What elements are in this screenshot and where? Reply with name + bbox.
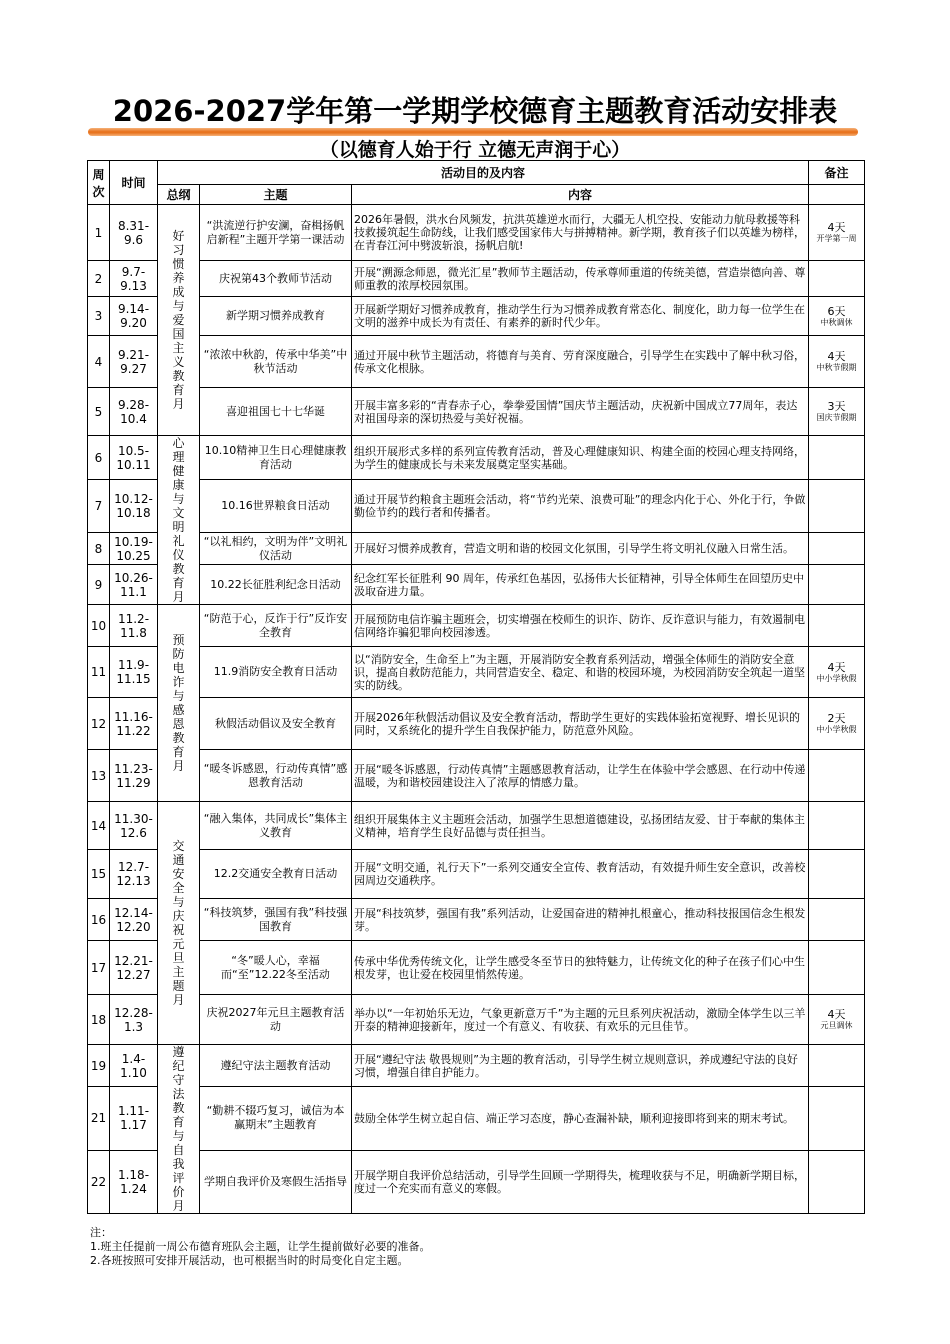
header-time: 时间: [110, 161, 158, 205]
category-cell: [158, 205, 200, 436]
time-cell: 11.30-12.6: [110, 802, 158, 850]
remark-cell: [809, 436, 865, 480]
week-cell: 1: [88, 205, 110, 261]
theme-cell: 庆祝第43个教师节活动: [200, 261, 352, 297]
table-row: [88, 436, 865, 480]
remark-reason: 国庆节假期: [816, 413, 857, 422]
header-category: 总纲: [158, 185, 200, 205]
remark-cell: [809, 941, 865, 995]
time-cell: 11.2-11.8: [110, 605, 158, 647]
time-cell: 9.7-9.13: [110, 261, 158, 297]
content-cell: 传承中华优秀传统文化，让学生感受冬至节日的独特魅力，让传统文化的种子在孩子们心中生根发芽，也让爱在校园里悄然传递。: [352, 941, 809, 995]
remark-cell: [809, 297, 865, 336]
table-row: [88, 336, 865, 388]
footnote-label: 注：: [90, 1226, 112, 1239]
remark-reason: 中秋调休: [820, 317, 853, 327]
remark-days: 6天: [827, 304, 846, 318]
content-cell: 开展好习惯养成教育，营造文明和谐的校园文化氛围，引导学生将文明礼仪融入日常生活。: [352, 533, 809, 565]
week-cell: 8: [88, 533, 110, 565]
remark-cell: [809, 480, 865, 533]
week-cell: 5: [88, 388, 110, 436]
schedule-table: [87, 160, 865, 1214]
remark-days: 3天: [827, 400, 846, 413]
time-cell: 12.14-12.20: [110, 899, 158, 941]
theme-cell: “浓浓中秋韵，传承中华美”中秋节活动: [200, 336, 352, 388]
theme-cell: “以礼相约，文明为伴”文明礼仪活动: [200, 533, 352, 565]
category-label: 好习惯养成与爱国主义教育月: [172, 229, 185, 411]
week-cell: 2: [88, 261, 110, 297]
content-cell: 举办以“一年初始乐无边，气象更新意万千”为主题的元旦系列庆祝活动，激励全体学生以三羊开泰的精神迎接新年，度过一个有意义、有收获、有欢乐的元旦佳节。: [352, 995, 809, 1045]
week-cell: 9: [88, 565, 110, 605]
table-row: [88, 1045, 865, 1087]
remark-cell: [809, 995, 865, 1045]
week-cell: 10: [88, 605, 110, 647]
content-cell: 通过开展中秋节主题活动，将德育与美育、劳育深度融合，引导学生在实践中了解中秋习俗，传承文化根脉。: [352, 336, 809, 388]
week-cell: 15: [88, 850, 110, 899]
page-subtitle: （以德育人始于行 立德无声润于心）: [319, 139, 631, 161]
category-cell: [158, 605, 200, 802]
category-cell: [158, 436, 200, 605]
remark-cell: [809, 698, 865, 750]
table-row: [88, 941, 865, 995]
table-row: [88, 899, 865, 941]
time-cell: 9.14-9.20: [110, 297, 158, 336]
week-cell: 16: [88, 899, 110, 941]
theme-cell: “暖冬诉感恩，行动传真情”感恩教育活动: [200, 750, 352, 802]
theme-cell: “科技筑梦，强国有我”科技强国教育: [200, 899, 352, 941]
content-cell: 开展“溯源念师恩，微光汇星”教师节主题活动，传承尊师重道的传统美德，营造崇德向善、尊师重教的浓厚校园氛围。: [352, 261, 809, 297]
remark-cell: [809, 261, 865, 297]
week-cell: 17: [88, 941, 110, 995]
remark-reason: 中小学秋假: [816, 725, 857, 734]
content-cell: 开展“文明交通，礼行天下”一系列交通安全宣传、教育活动，有效提升师生安全意识，改善校园周边交通秩序。: [352, 850, 809, 899]
remark-reason: 开学第一周: [816, 234, 857, 243]
remark-cell: [809, 850, 865, 899]
category-cell: [158, 802, 200, 1045]
theme-cell: “勤耕不辍巧复习，诚信为本赢期末”主题教育: [200, 1087, 352, 1150]
content-cell: 开展“科技筑梦，强国有我”系列活动，让爱国奋进的精神扎根童心，推动科技报国信念生根发芽。: [352, 899, 809, 941]
week-cell: 22: [88, 1150, 110, 1213]
time-cell: 10.5-10.11: [110, 436, 158, 480]
table-row: [88, 533, 865, 565]
time-cell: 12.28-1.3: [110, 995, 158, 1045]
time-cell: 11.23-11.29: [110, 750, 158, 802]
remark-days: 4天: [827, 221, 846, 234]
week-cell: 7: [88, 480, 110, 533]
table-row: [88, 750, 865, 802]
content-cell: 以“消防安全，生命至上”为主题，开展消防安全教育系列活动，增强全体师生的消防安全意识，提高自救防范能力，共同营造安全、稳定、和谐的校园环境，为校园消防安全筑起一道坚实的防线。: [352, 647, 809, 698]
header-week: 周次: [88, 161, 110, 205]
table-row: [88, 698, 865, 750]
table-row: [88, 647, 865, 698]
theme-cell: “洪流逆行护安澜，奋楫扬帆启新程”主题开学第一课活动: [200, 205, 352, 261]
theme-cell: 10.16世界粮食日活动: [200, 480, 352, 533]
time-cell: 1.18-1.24: [110, 1150, 158, 1213]
theme-cell: “冬”暖人心，幸福而“至”12.22冬至活动: [200, 941, 352, 995]
table-row: [88, 565, 865, 605]
remark-cell: [809, 336, 865, 388]
time-cell: 10.12-10.18: [110, 480, 158, 533]
time-cell: 11.16-11.22: [110, 698, 158, 750]
week-cell: 21: [88, 1087, 110, 1150]
week-cell: 6: [88, 436, 110, 480]
theme-cell: 庆祝2027年元旦主题教育活动: [200, 995, 352, 1045]
time-cell: 11.9-11.15: [110, 647, 158, 698]
theme-cell: “防范于心，反诈于行”反诈安全教育: [200, 605, 352, 647]
time-cell: 12.21-12.27: [110, 941, 158, 995]
remark-reason: 元旦调休: [820, 1021, 853, 1030]
table-row: [88, 261, 865, 297]
theme-cell: 遵纪守法主题教育活动: [200, 1045, 352, 1087]
table-row: [88, 297, 865, 336]
table-row: [88, 995, 865, 1045]
content-cell: 组织开展集体主义主题班会活动，加强学生思想道德建设，弘扬团结友爱、甘于奉献的集体主义精神，培育学生良好品德与责任担当。: [352, 802, 809, 850]
time-cell: 10.26-11.1: [110, 565, 158, 605]
footnotes: [90, 1226, 431, 1268]
week-cell: 19: [88, 1045, 110, 1087]
theme-cell: “融入集体，共同成长”集体主义教育: [200, 802, 352, 850]
theme-cell: 12.2交通安全教育日活动: [200, 850, 352, 899]
week-cell: 14: [88, 802, 110, 850]
category-label: 心理健康与文明礼仪教育月: [172, 436, 185, 604]
time-cell: 10.19-10.25: [110, 533, 158, 565]
remark-cell: [809, 1150, 865, 1213]
remark-days: 2天: [827, 712, 846, 725]
footnote-1: 1.班主任提前一周公布德育班队会主题，让学生提前做好必要的准备。: [90, 1240, 431, 1253]
header-theme: 主题: [200, 185, 352, 205]
content-cell: 开展学期自我评价总结活动，引导学生回顾一学期得失，梳理收获与不足，明确新学期目标，度过一个充实而有意义的寒假。: [352, 1150, 809, 1213]
footnote-2: 2.各班按照可安排开展活动，也可根据当时的时局变化自定主题。: [90, 1254, 409, 1267]
time-cell: 12.7-12.13: [110, 850, 158, 899]
week-cell: 4: [88, 336, 110, 388]
week-cell: 12: [88, 698, 110, 750]
table-row: [88, 480, 865, 533]
content-cell: 开展“暖冬诉感恩，行动传真情”主题感恩教育活动，让学生在体验中学会感恩、在行动中传递温暖，为和谐校园建设注入了浓厚的情感力量。: [352, 750, 809, 802]
category-label: 遵纪守法教育与自我评价月: [172, 1045, 185, 1213]
remark-cell: [809, 605, 865, 647]
category-label: 交通安全与庆祝元旦主题月: [172, 839, 185, 1007]
remark-cell: [809, 533, 865, 565]
theme-cell: 10.10精神卫生日心理健康教育活动: [200, 436, 352, 480]
remark-cell: [809, 802, 865, 850]
time-cell: 1.11-1.17: [110, 1087, 158, 1150]
week-cell: 3: [88, 297, 110, 336]
header-activity: 活动目的及内容: [158, 161, 809, 185]
remark-cell: [809, 205, 865, 261]
title-underline: [88, 128, 858, 136]
content-cell: 2026年暑假，洪水台风频发，抗洪英雄逆水而行，大疆无人机空投、安能动力航母救援等科技救援筑起生命防线，让我们感受国家伟大与拼搏精神。新学期，教育孩子们以英雄为榜样，在青春江河中劈波斩浪，扬帆启航!: [352, 205, 809, 261]
table-row: [88, 1150, 865, 1213]
content-cell: 组织开展形式多样的系列宣传教育活动，普及心理健康知识、构建全面的校园心理支持网络，为学生的健康成长与未来发展奠定坚实基础。: [352, 436, 809, 480]
table-row: [88, 205, 865, 261]
theme-cell: 学期自我评价及寒假生活指导: [200, 1150, 352, 1213]
time-cell: 1.4-1.10: [110, 1045, 158, 1087]
header-content: 内容: [352, 185, 809, 205]
remark-cell: [809, 750, 865, 802]
remark-cell: [809, 647, 865, 698]
theme-cell: 喜迎祖国七十七华诞: [200, 388, 352, 436]
table-row: [88, 605, 865, 647]
theme-cell: 新学期习惯养成教育: [200, 297, 352, 336]
week-cell: 18: [88, 995, 110, 1045]
remark-cell: [809, 565, 865, 605]
remark-cell: [809, 1087, 865, 1150]
remark-cell: [809, 899, 865, 941]
remark-days: 4天: [827, 1008, 846, 1021]
week-cell: 11: [88, 647, 110, 698]
content-cell: 鼓励全体学生树立起自信、端正学习态度，静心查漏补缺，顺利迎接即将到来的期末考试。: [352, 1087, 809, 1150]
remark-reason: 中秋节假期: [816, 363, 857, 372]
table-row: [88, 388, 865, 436]
theme-cell: 11.9消防安全教育日活动: [200, 647, 352, 698]
time-cell: 9.21-9.27: [110, 336, 158, 388]
content-cell: 开展预防电信诈骗主题班会，切实增强在校师生的识诈、防诈、反诈意识与能力，有效遏制电信网络诈骗犯罪向校园渗透。: [352, 605, 809, 647]
remark-cell: [809, 388, 865, 436]
theme-cell: 秋假活动倡议及安全教育: [200, 698, 352, 750]
remark-cell: [809, 1045, 865, 1087]
remark-days: 4天: [827, 350, 846, 363]
table-row: [88, 850, 865, 899]
category-label: 预防电诈与感恩教育月: [172, 633, 185, 773]
content-cell: 开展2026年秋假活动倡议及安全教育活动，帮助学生更好的实践体验拓宽视野、增长见识的同时，又系统化的提升学生自我保护能力，防范意外风险。: [352, 698, 809, 750]
page-title: 2026-2027学年第一学期学校德育主题教育活动安排表: [112, 94, 838, 128]
table-row: [88, 1087, 865, 1150]
content-cell: 开展“遵纪守法 敬畏规则”为主题的教育活动，引导学生树立规则意识，养成遵纪守法的良好习惯，增强自律自护能力。: [352, 1045, 809, 1087]
header-remark-blank: [809, 185, 865, 205]
content-cell: 开展丰富多彩的“青春赤子心，拳拳爱国情”国庆节主题活动，庆祝新中国成立77周年，表达对祖国母亲的深切热爱与美好祝福。: [352, 388, 809, 436]
content-cell: 开展新学期好习惯养成教育，推动学生行为习惯养成教育常态化、制度化，助力每一位学生在文明的滋养中成长为有责任、有素养的新时代少年。: [352, 297, 809, 336]
remark-days: 4天: [827, 660, 846, 674]
table-row: [88, 802, 865, 850]
content-cell: 纪念红军长征胜利 90 周年，传承红色基因，弘扬伟大长征精神，引导全体师生在回望历史中汲取奋进力量。: [352, 565, 809, 605]
header-remark: 备注: [809, 161, 865, 185]
remark-reason: 中小学秋假: [816, 673, 857, 683]
time-cell: 8.31-9.6: [110, 205, 158, 261]
week-cell: 13: [88, 750, 110, 802]
theme-cell: 10.22长征胜利纪念日活动: [200, 565, 352, 605]
category-cell: [158, 1045, 200, 1214]
time-cell: 9.28-10.4: [110, 388, 158, 436]
content-cell: 通过开展节约粮食主题班会活动，将“节约光荣、浪费可耻”的理念内化于心、外化于行，争做勤俭节约的践行者和传播者。: [352, 480, 809, 533]
